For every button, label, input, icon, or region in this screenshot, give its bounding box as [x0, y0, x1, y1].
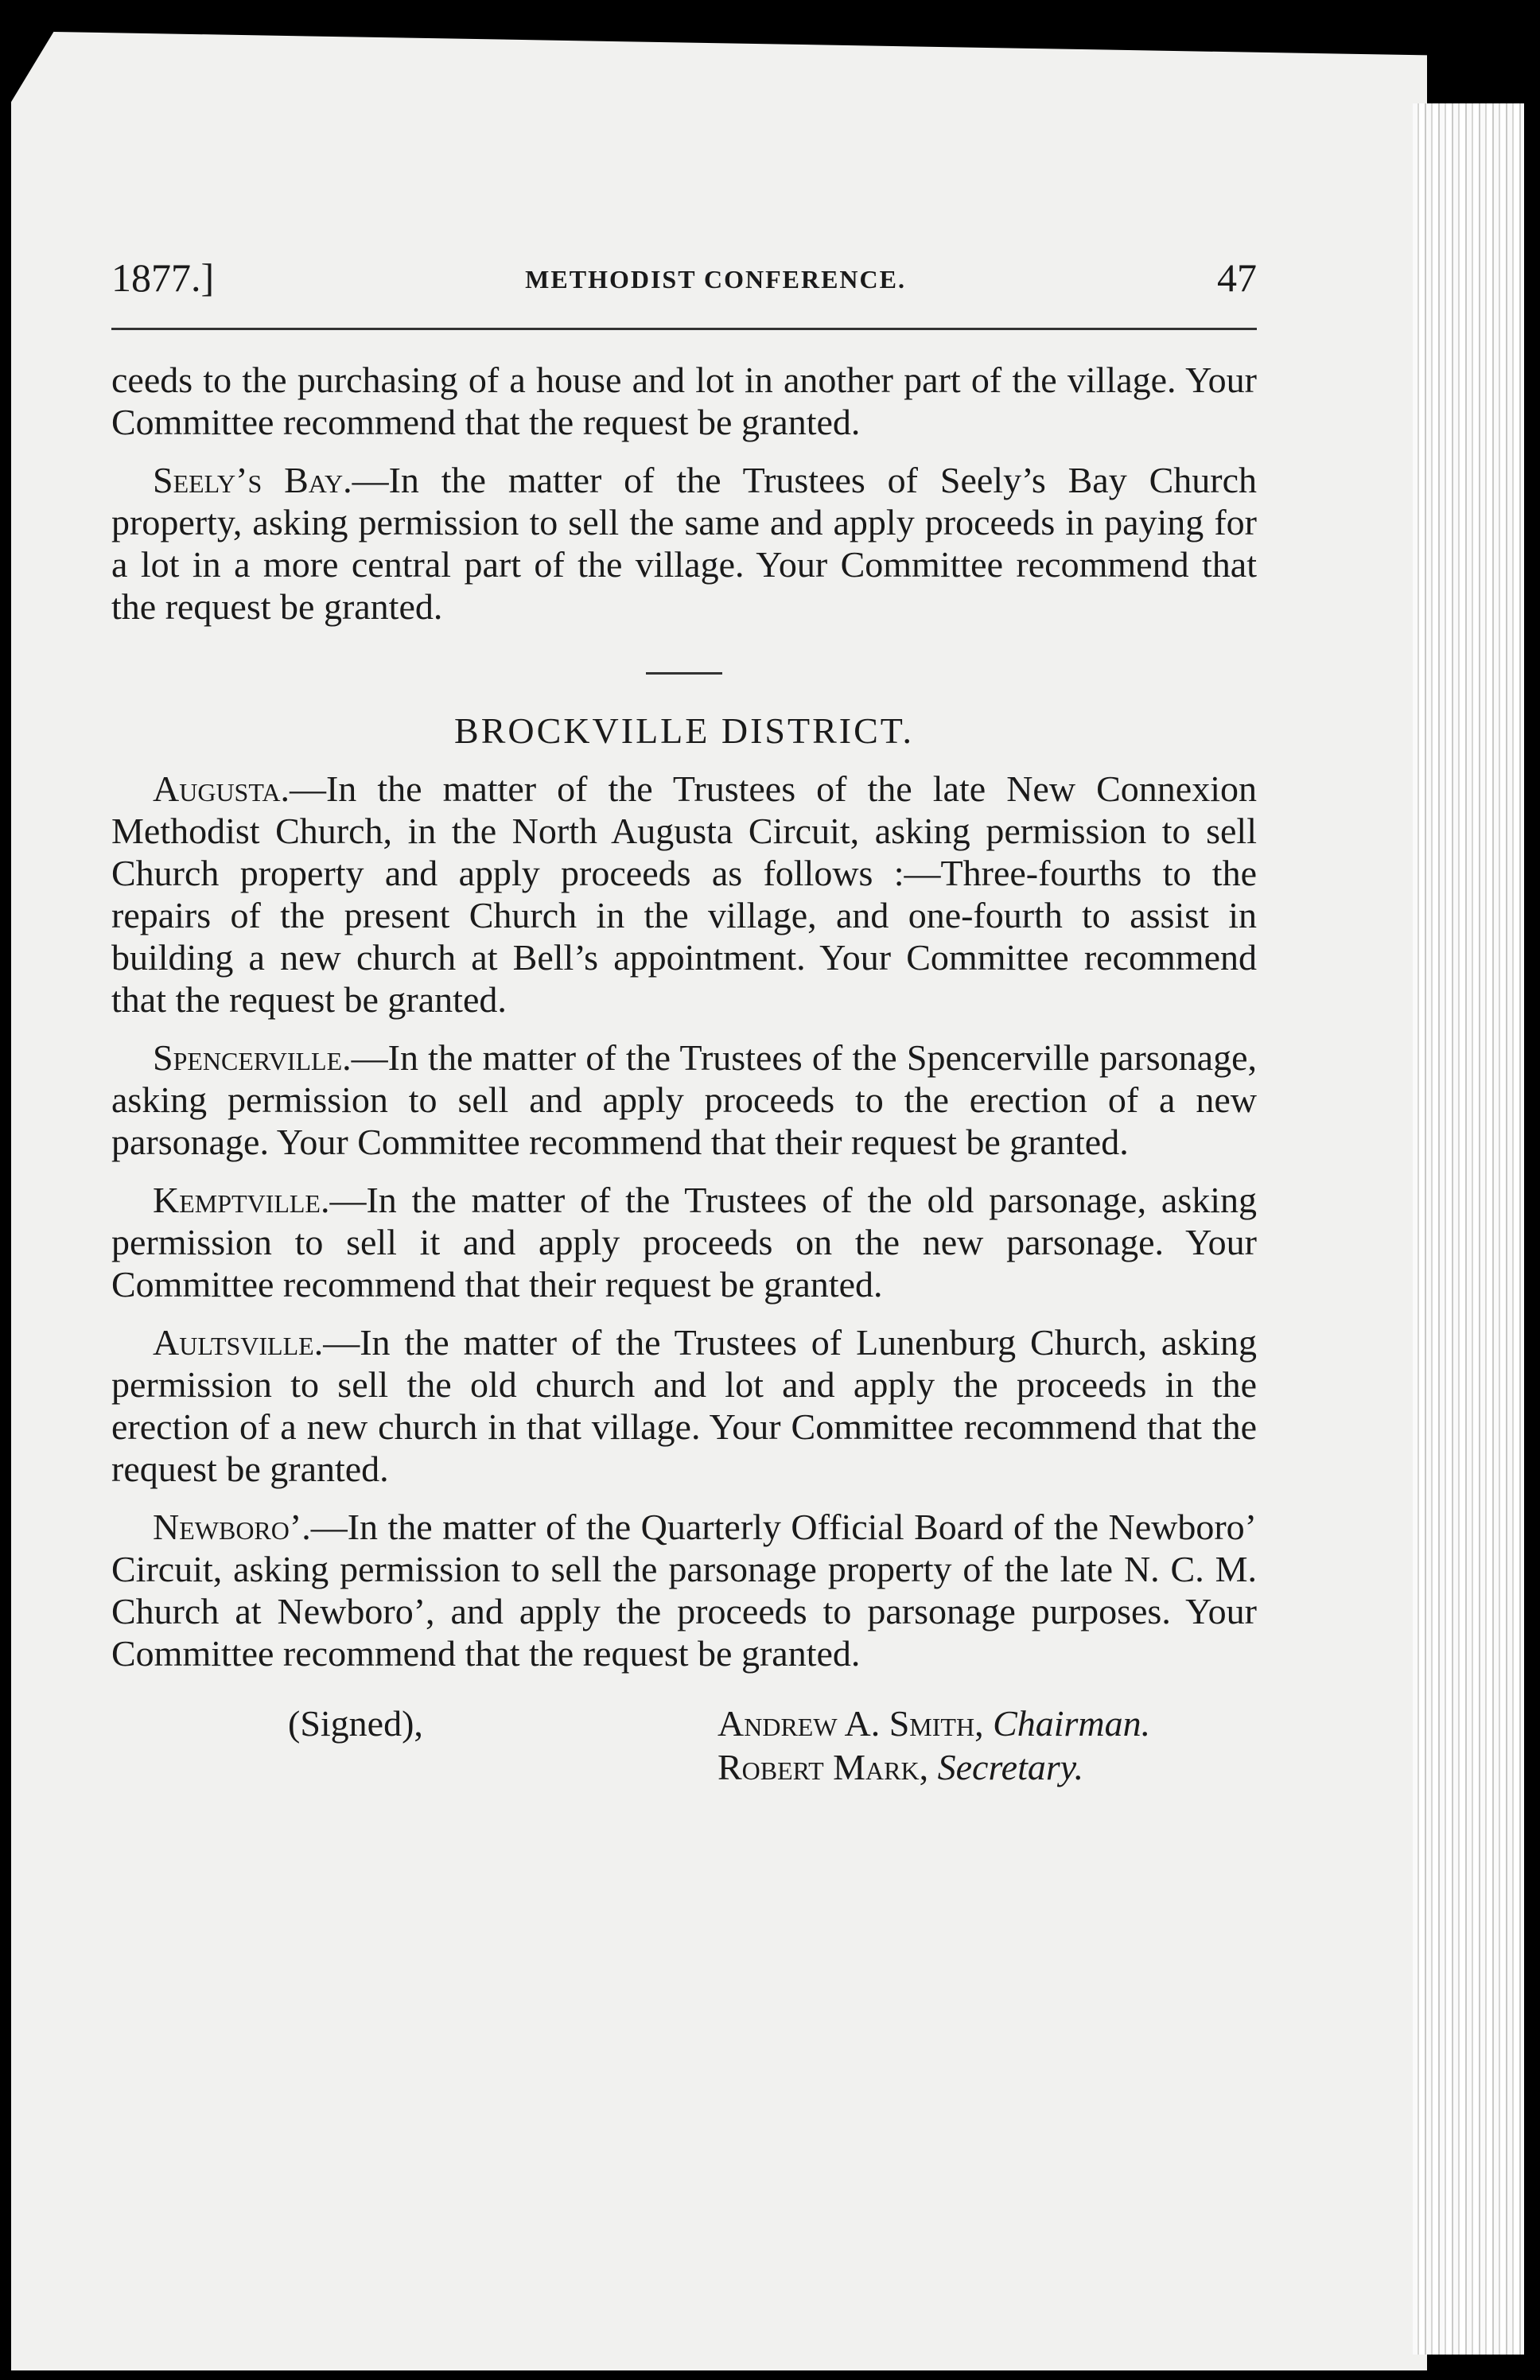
paragraph-lead: Kemptville.	[153, 1180, 330, 1220]
signed-label: (Signed),	[288, 1703, 423, 1744]
paragraph-kemptville	[111, 1179, 1257, 1305]
paragraph-text: ceeds to the purchasing of a house and lot in another part of the village. Your Committee recommend that the request be granted.	[111, 360, 1257, 442]
section-divider	[646, 672, 722, 675]
running-header	[111, 255, 1257, 315]
page-number: 47	[1217, 255, 1257, 300]
secretary-title: Secretary.	[937, 1747, 1084, 1787]
paragraph-lead: Augusta.	[153, 768, 290, 809]
signatories	[622, 1701, 1150, 1789]
paragraph-aultsville	[111, 1321, 1257, 1490]
paragraph-text: —In the matter of the Trustees of Lunenburg Church, asking permission to sell the old church and lot and apply the proceeds in the erection of a new church in that village. Your Committee recommend that the request be granted.	[111, 1322, 1257, 1489]
chairman-name: Andrew A. Smith,	[718, 1703, 984, 1744]
page-text	[111, 255, 1257, 1789]
paragraph-newboro	[111, 1506, 1257, 1674]
secretary-line	[718, 1745, 1150, 1789]
paragraph-augusta	[111, 768, 1257, 1021]
paragraph-seelys-bay	[111, 459, 1257, 628]
paragraph-lead: Seely’s Bay.	[153, 460, 352, 500]
paragraph-text: —In the matter of the Trustees of the Spencerville parsonage, asking permission to sell and apply proceeds to the erection of a new parsonage. Your Committee recommend that their request be granted.	[111, 1037, 1257, 1162]
page-edges	[1413, 103, 1524, 2355]
paragraph-text: —In the matter of the Trustees of Seely’s Bay Church property, asking permission to sell the same and apply proceeds in paying for a lot in a more central part of the village. Your Committee recommend that the request be granted.	[111, 460, 1257, 627]
running-title: METHODIST CONFERENCE.	[525, 265, 906, 294]
signature-block	[111, 1701, 1257, 1789]
header-year: 1877.]	[111, 255, 215, 300]
secretary-name: Robert Mark,	[718, 1747, 929, 1787]
paragraph-text: —In the matter of the Quarterly Official Board of the Newboro’ Circuit, asking permission to sell the parsonage property of the late N. C. M. Church at Newboro’, and apply the proceeds to parsonage purposes. Your Committee recommend that the request be granted.	[111, 1507, 1257, 1674]
paragraph-text: —In the matter of the Trustees of the late New Connexion Methodist Church, in the North Augusta Circuit, asking permission to sell Church property and apply proceeds as follows :—Three-fourths to the repairs of the present Church in the village, and one-fourth to assist in building a new church at Bell’s appointment. Your Committee recommend that the request be granted.	[111, 768, 1257, 1020]
header-rule	[111, 328, 1257, 330]
paragraph-text: —In the matter of the Trustees of the old parsonage, asking permission to sell it and apply proceeds on the new parsonage. Your Committee recommend that their request be granted.	[111, 1180, 1257, 1305]
paragraph-lead: Aultsville.	[153, 1322, 324, 1363]
paragraph-continuation	[111, 359, 1257, 443]
section-heading: BROCKVILLE DISTRICT.	[454, 710, 914, 751]
paragraph-spencerville	[111, 1036, 1257, 1163]
paragraph-lead: Newboro’.	[153, 1507, 311, 1547]
chairman-line	[718, 1701, 1150, 1745]
paragraph-lead: Spencerville.	[153, 1037, 352, 1078]
chairman-title: Chairman.	[993, 1703, 1151, 1744]
